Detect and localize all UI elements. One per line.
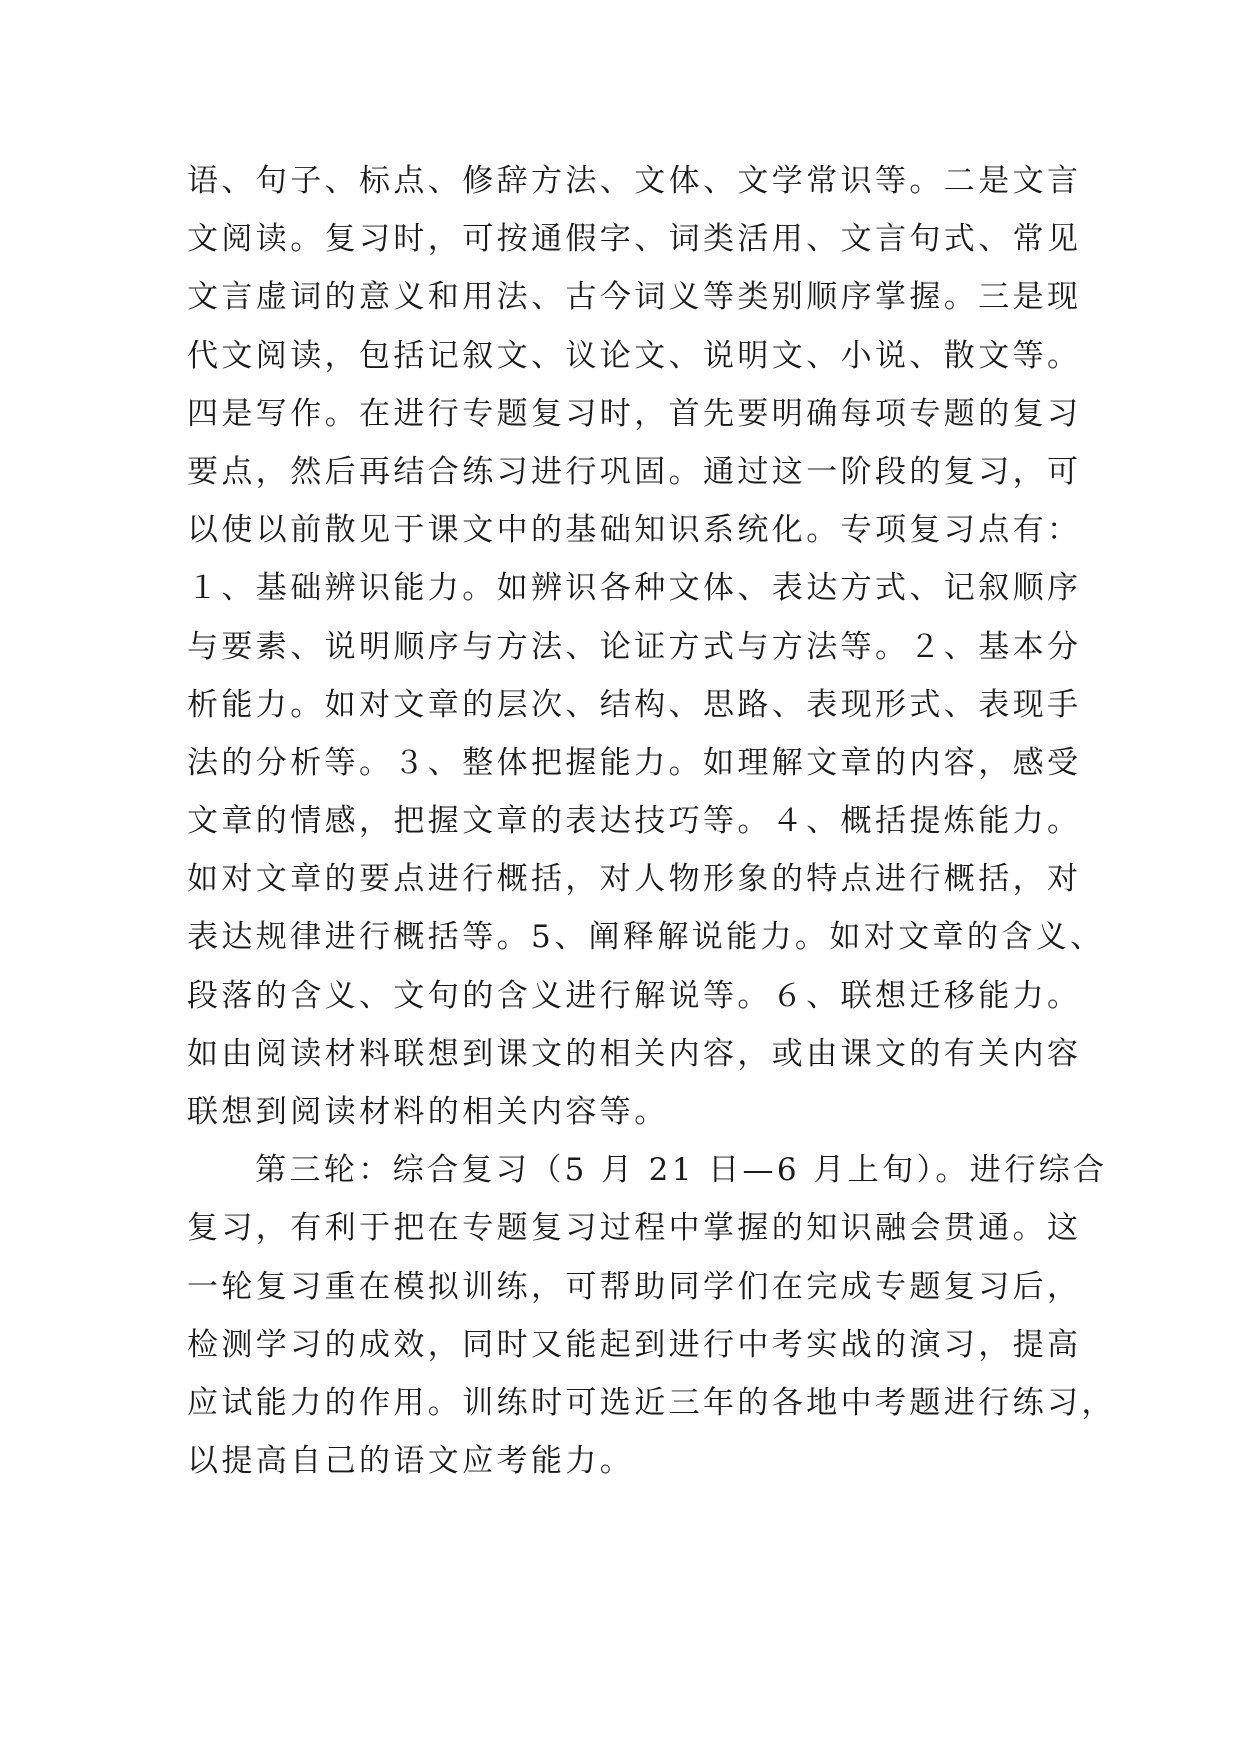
text-line: 联想到阅读材料的相关内容等。 [187, 1094, 669, 1130]
text-line: 如对文章的要点进行概括，对人物形象的特点进行概括，对 [187, 861, 1082, 898]
text-line: 析能力。如对文章的层次、结构、思路、表现形式、表现手 [187, 686, 1082, 723]
paragraph-start-line: 第三轮：综合复习（5 月 21 日—6 月上旬）。进行综合 [255, 1152, 1108, 1189]
text-line: 法的分析等。３、整体把握能力。如理解文章的内容，感受 [187, 744, 1082, 781]
text-line: 检测学习的成效，同时又能起到进行中考实战的演习，提高 [187, 1326, 1082, 1363]
text-line: 以提高自己的语文应考能力。 [187, 1443, 635, 1480]
body-text [187, 152, 1116, 1490]
text-line: 四是写作。在进行专题复习时，首先要明确每项专题的复习 [187, 395, 1082, 432]
text-line: 以使以前散见于课文中的基础知识系统化。专项复习点有： [187, 512, 1082, 549]
text-line: 段落的含义、文句的含义进行解说等。６、联想迁移能力。 [187, 977, 1082, 1014]
text-line: 文阅读。复习时，可按通假字、词类活用、文言句式、常见 [187, 221, 1082, 258]
text-line: 语、句子、标点、修辞方法、文体、文学常识等。二是文言 [187, 163, 1082, 199]
text-line: 一轮复习重在模拟训练，可帮助同学们在完成专题复习后， [187, 1268, 1082, 1305]
text-line: 表达规律进行概括等。5、阐释解说能力。如对文章的含义、 [187, 919, 1105, 956]
text-line: １、基础辨识能力。如辨识各种文体、表达方式、记叙顺序 [187, 570, 1082, 607]
text-line: 复习，有利于把在专题复习过程中掌握的知识融会贯通。这 [187, 1210, 1082, 1247]
text-line: 与要素、说明顺序与方法、论证方式与方法等。２、基本分 [187, 628, 1082, 665]
text-line: 应试能力的作用。训练时可选近三年的各地中考题进行练习， [187, 1384, 1116, 1421]
text-line: 如由阅读材料联想到课文的相关内容，或由课文的有关内容 [187, 1035, 1082, 1072]
text-line: 文章的情感，把握文章的表达技巧等。４、概括提炼能力。 [187, 803, 1082, 840]
text-line: 文言虚词的意义和用法、古今词义等类别顺序掌握。三是现 [187, 279, 1082, 316]
text-line: 代文阅读，包括记叙文、议论文、说明文、小说、散文等。 [187, 337, 1082, 374]
text-line: 要点，然后再结合练习进行巩固。通过这一阶段的复习，可 [187, 453, 1082, 490]
